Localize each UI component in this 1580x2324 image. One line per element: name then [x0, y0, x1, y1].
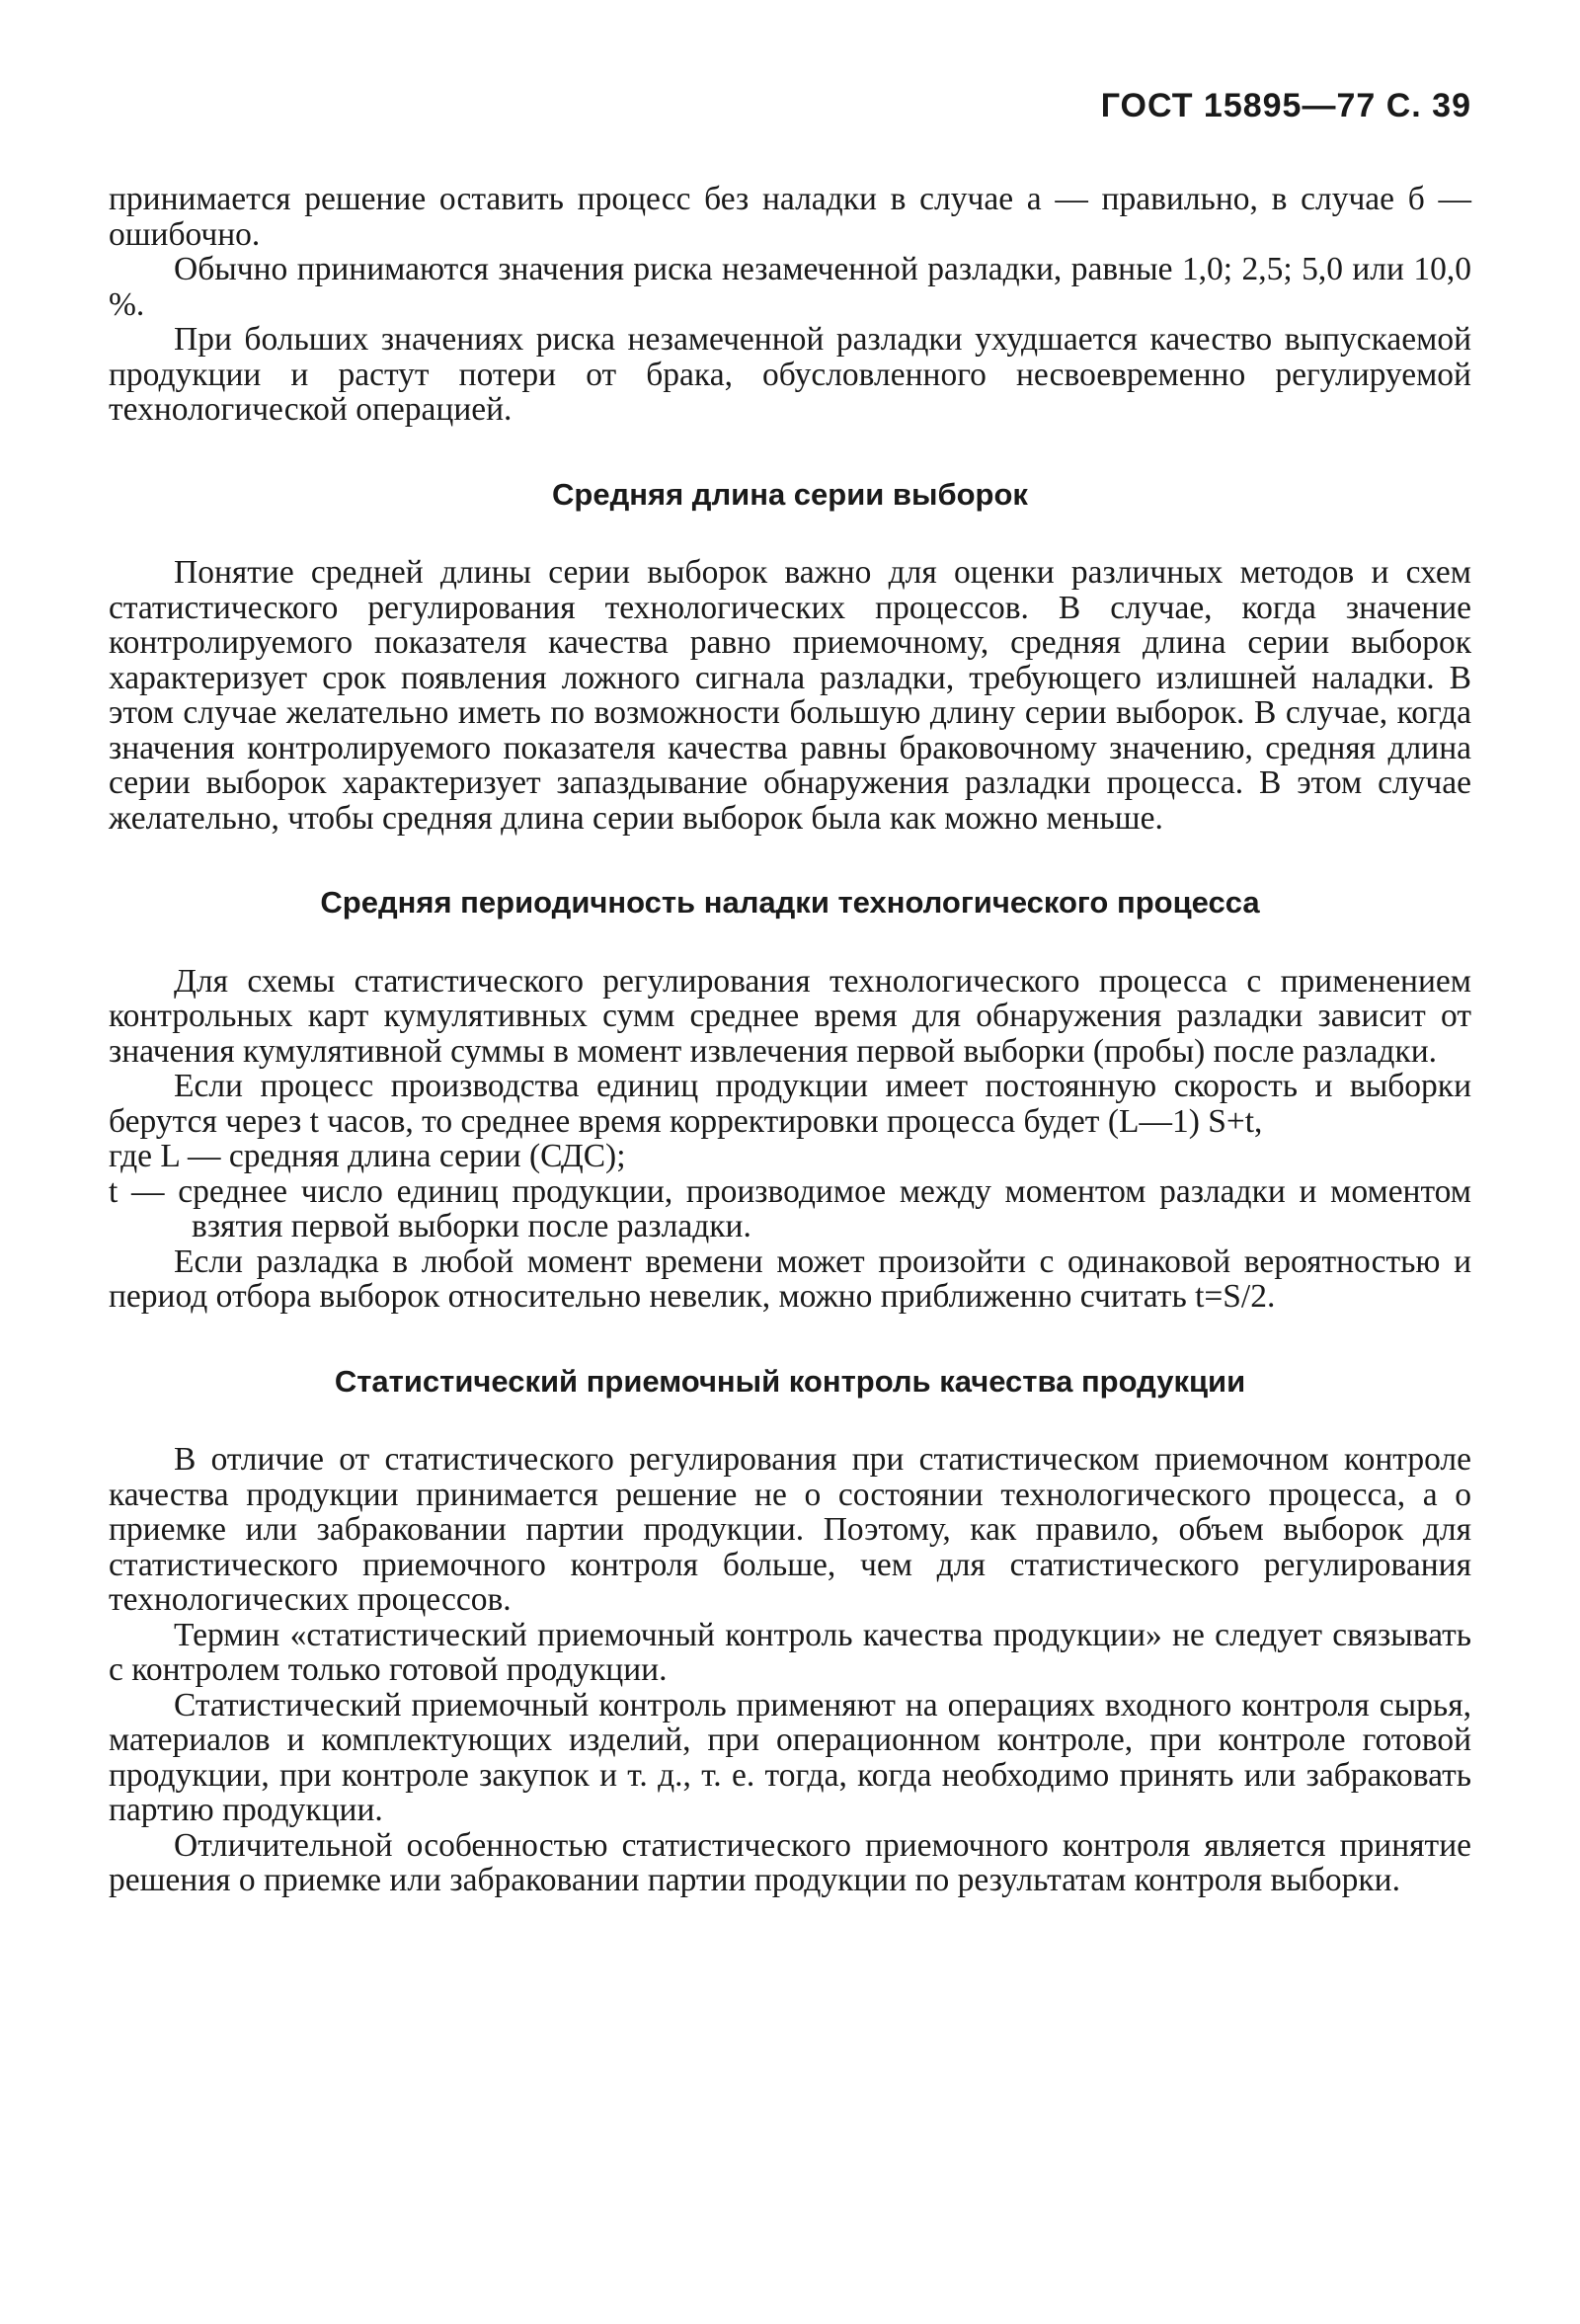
paragraph-high-risk: При больших значениях риска незамеченной разладки ухудшается качество выпускаемой продукции и растут потери от брака, обусловленного несвоевременно регулируемой технологической операцией. [109, 321, 1471, 428]
paragraph-intro: принимается решение оставить процесс без наладки в случае а — правильно, в случае б — ошибочно. [109, 181, 1471, 253]
paragraph-distinctive-feature: Отличительной особенностью статистического приемочного контроля является принятие решения о приемке или забраковании партии продукции по результатам контроля выборки. [109, 1826, 1471, 1898]
heading-acceptance-control: Статистический приемочный контроль качества продукции [334, 1363, 1246, 1399]
heading-average-series-length: Средняя длина серии выборок [552, 476, 1028, 512]
definition-L: где L — средняя длина серии (СДС); [109, 1138, 626, 1174]
page-body [109, 182, 1471, 1898]
paragraph-term: Термин «статистический приемочный контроль качества продукции» не следует связывать с контролем только готовой продукции. [109, 1616, 1471, 1688]
paragraph-cusum-scheme: Для схемы статистического регулирования технологического процесса с применением контрольных карт кумулятивных сумм среднее время для обнаружения разладки зависит от значения кумулятивной суммы в момент извлечения первой выборки (пробы) после разладки. [109, 962, 1471, 1070]
paragraph-risk-values: Обычно принимаются значения риска незамеченной разладки, равные 1,0; 2,5; 5,0 или 10,0 %. [109, 251, 1471, 323]
paragraph-applications: Статистический приемочный контроль применяют на операциях входного контроля сырья, материалов и комплектующих изделий, при операционном контроле, при контроле готовой продукции, при контроле закупок и т. д., т. е. тогда, когда необходимо принять или забраковать партию продукции. [109, 1686, 1471, 1828]
paragraph-approximation: Если разладка в любой момент времени может произойти с одинаковой вероятностью и период отбора выборок относительно невелик, можно приближенно считать t=S/2. [109, 1242, 1471, 1315]
running-header: ГОСТ 15895—77 С. 39 [1100, 87, 1471, 124]
heading-adjustment-periodicity: Средняя периодичность наладки технологического процесса [320, 885, 1260, 920]
paragraph-constant-rate: Если процесс производства единиц продукции имеет постоянную скорость и выборки берутся через t часов, то среднее время корректировки процесса будет (L—1) S+t, [109, 1068, 1471, 1140]
paragraph-acceptance-difference: В отличие от статистического регулирования при статистическом приемочном контроле качества продукции принимается решение не о состоянии технологического процесса, а о приемке или забраковании партии продукции. Поэтому, как правило, объем выборок для статистического приемочного контроля больше, чем для статистического регулирования технологических процессов. [109, 1441, 1471, 1618]
definition-t: t — среднее число единиц продукции, производимое между моментом разладки и моментом взятия первой выборки после разладки. [109, 1172, 1471, 1244]
paragraph-series-length: Понятие средней длины серии выборок важно для оценки различных методов и схем статистического регулирования технологических процессов. В случае, когда значение контролируемого показателя качества равно приемочному, средняя длина серии выборок характеризует срок появления ложного сигнала разладки, требующего излишней наладки. В этом случае желательно иметь по возможности большую длину серии выборок. В случае, когда значения контролируемого показателя качества равны браковочному значению, средняя длина серии выборок характеризует запаздывание обнаружения разладки процесса. В этом случае желательно, чтобы средняя длина серии выборок была как можно меньше. [109, 554, 1471, 837]
